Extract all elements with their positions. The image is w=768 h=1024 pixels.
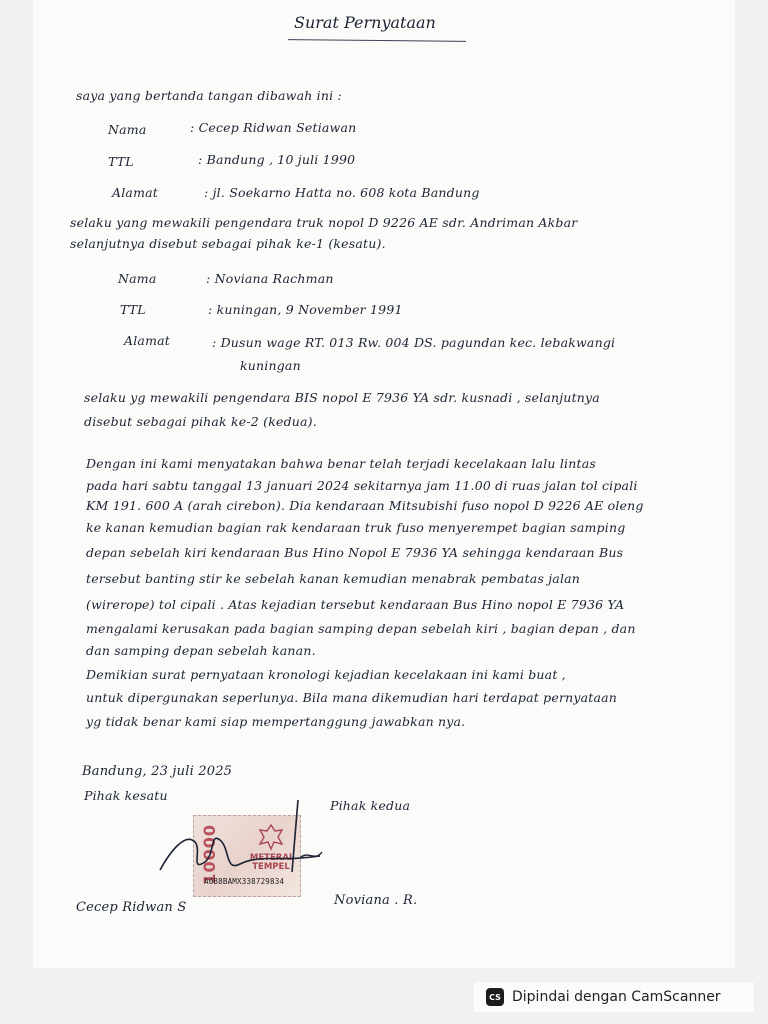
p1-alamat-value: : jl. Soekarno Hatta no. 608 kota Bandung [204, 185, 480, 200]
pihak-kedua-label: Pihak kedua [330, 798, 411, 813]
camscanner-badge [474, 982, 754, 1012]
p2-ttl-value: : kuningan, 9 November 1991 [208, 302, 403, 317]
camscanner-text: Dipindai dengan CamScanner [512, 989, 721, 1005]
stamp-text: METERAI TEMPEL [249, 853, 293, 872]
closing-line: Demikian surat pernyataan kronologi kejadian kecelakaan ini kami buat , [86, 667, 566, 682]
p1-ttl-value: : Bandung , 10 juli 1990 [198, 152, 356, 167]
statement-line: tersebut banting stir ke sebelah kanan kemudian menabrak pembatas jalan [86, 571, 581, 586]
statement-line: Dengan ini kami menyatakan bahwa benar telah terjadi kecelakaan lalu lintas [86, 456, 596, 471]
statement-line: depan sebelah kiri kendaraan Bus Hino Nopol E 7936 YA sehingga kendaraan Bus [86, 545, 624, 560]
statement-line: mengalami kerusakan pada bagian samping depan sebelah kiri , bagian depan , dan [86, 621, 636, 636]
p2-alamat-value2: kuningan [240, 358, 301, 373]
p2-role-line2: disebut sebagai pihak ke-2 (kedua). [84, 414, 317, 429]
pihak2-name: Noviana . R. [334, 893, 418, 908]
statement-line: dan samping depan sebelah kanan. [86, 643, 316, 658]
place-date: Bandung, 23 juli 2025 [82, 764, 233, 779]
pihak1-signature-icon [150, 792, 340, 892]
statement-line: pada hari sabtu tanggal 13 januari 2024 sekitarnya jam 11.00 di ruas jalan tol cipali [86, 478, 638, 493]
p2-nama-value: : Noviana Rachman [206, 271, 334, 286]
p2-nama-label: Nama [118, 271, 157, 286]
page-title: Surat Pernyataan [294, 13, 436, 32]
p2-alamat-value1: : Dusun wage RT. 013 Rw. 004 DS. pagundan kec. lebakwangi [212, 335, 616, 350]
p2-role-line1: selaku yg mewakili pengendara BIS nopol E 7936 YA sdr. kusnadi , selanjutnya [84, 390, 600, 405]
p1-role-line2: selanjutnya disebut sebagai pihak ke-1 (kesatu). [70, 236, 386, 251]
statement-line: KM 191. 600 A (arah cirebon). Dia kendaraan Mitsubishi fuso nopol D 9226 AE oleng [86, 498, 644, 513]
pihak1-name: Cecep Ridwan S [76, 900, 187, 915]
p1-nama-value: : Cecep Ridwan Setiawan [190, 120, 357, 135]
pihak-kesatu-label: Pihak kesatu [84, 788, 168, 803]
closing-line: untuk dipergunakan seperlunya. Bila mana dikemudian hari terdapat pernyataan [86, 690, 618, 705]
p2-ttl-label: TTL [120, 302, 146, 317]
closing-line: yg tidak benar kami siap mempertanggung jawabkan nya. [86, 714, 466, 729]
intro-text: saya yang bertanda tangan dibawah ini : [76, 88, 342, 103]
p1-alamat-label: Alamat [112, 185, 159, 200]
statement-line: (wirerope) tol cipali . Atas kejadian tersebut kendaraan Bus Hino nopol E 7936 YA [86, 597, 625, 612]
p1-role-line1: selaku yang mewakili pengendara truk nopol D 9226 AE sdr. Andriman Akbar [70, 215, 578, 230]
statement-line: ke kanan kemudian bagian rak kendaraan truk fuso menyerempet bagian samping [86, 520, 626, 535]
p1-ttl-label: TTL [108, 154, 134, 169]
p2-alamat-label: Alamat [124, 333, 171, 348]
p1-nama-label: Nama [108, 122, 147, 137]
camscanner-logo-icon: CS [486, 988, 504, 1006]
stamp-value: 10000 [200, 824, 219, 885]
stamp-serial: A0B8BAMX338729834 [204, 877, 285, 886]
